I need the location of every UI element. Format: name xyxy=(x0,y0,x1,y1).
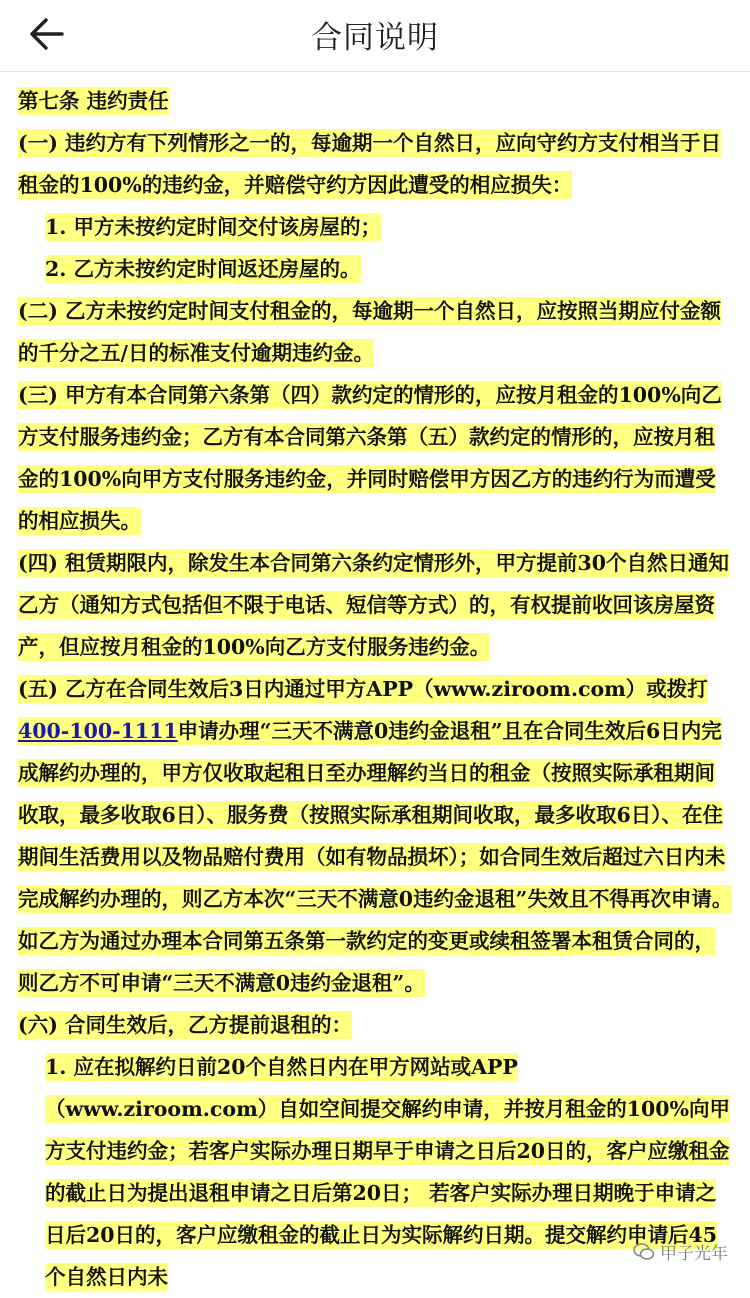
clause-3: (三) 甲方有本合同第六条第（四）款约定的情形的，应按月租金的100%向乙方支付服务违约金；乙方有本合同第六条第（五）款约定的情形的，应按月租金的100%向甲方支付服务违约金，并同时赔偿甲方因乙方的违约行为而遭受的相应损失。 xyxy=(18,383,722,533)
clause-5: (五) 乙方在合同生效后3日内通过甲方APP（www.ziroom.com）或拨打400-100-1111申请办理“三天不满意0违约金退租”且在合同生效后6日内完成解约办理的，甲方仅收取起租日至办理解约当日的租金（按照实际承租期间收取，最多收取6日）、服务费（按照实际承租期间收取，最多收取6日）、在住期间生活费用以及物品赔付费用（如有物品损坏）；如合同生效后超过六日内未完成解约办理的，则乙方本次“三天不满意0违约金退租”失效且不得再次申请。如乙方为通过办理本合同第五条第一款约定的变更或续租签署本租赁合同的，则乙方不可申请“三天不满意0违约金退租”。 xyxy=(18,677,733,995)
contract-text xyxy=(18,80,734,1298)
page-title: 合同说明 xyxy=(311,20,439,56)
clause-1-item-1: 1. 甲方未按约定时间交付该房屋的； xyxy=(45,215,382,239)
watermark-text: 甲子光年 xyxy=(660,1244,728,1264)
clause-2: (二) 乙方未按约定时间支付租金的，每逾期一个自然日，应按照当期应付金额的千分之五/日的标准支付逾期违约金。 xyxy=(18,299,722,365)
header-bar xyxy=(0,0,750,72)
phone-link[interactable]: 400-100-1111 xyxy=(18,719,178,743)
clause-6-item-1: 1. 应在拟解约日前20个自然日内在甲方网站或APP（www.ziroom.com）自如空间提交解约申请，并按月租金的100%向甲方支付违约金；若客户实际办理日期早于申请之日后20日的，客户应缴租金的截止日为提出退租申请之日后第20日； 若客户实际办理日期晚于申请之日后20日的，客户应缴租金的截止日为实际解约日期。提交解约申请后45个自然日内未 xyxy=(45,1055,731,1289)
clause-1-item-2: 2. 乙方未按约定时间返还房屋的。 xyxy=(45,257,361,281)
clause-4: (四) 租赁期限内，除发生本合同第六条约定情形外，甲方提前30个自然日通知乙方（通知方式包括但不限于电话、短信等方式）的，有权提前收回该房屋资产，但应按月租金的100%向乙方支付服务违约金。 xyxy=(18,551,730,659)
clause-1: (一) 违约方有下列情形之一的，每逾期一个自然日，应向守约方支付相当于日租金的100%的违约金，并赔偿守约方因此遭受的相应损失： xyxy=(18,131,722,197)
watermark xyxy=(633,1239,728,1264)
article-heading: 第七条 违约责任 xyxy=(18,89,169,113)
wechat-icon xyxy=(633,1242,655,1262)
clause-6: (六) 合同生效后，乙方提前退租的： xyxy=(18,1013,353,1037)
